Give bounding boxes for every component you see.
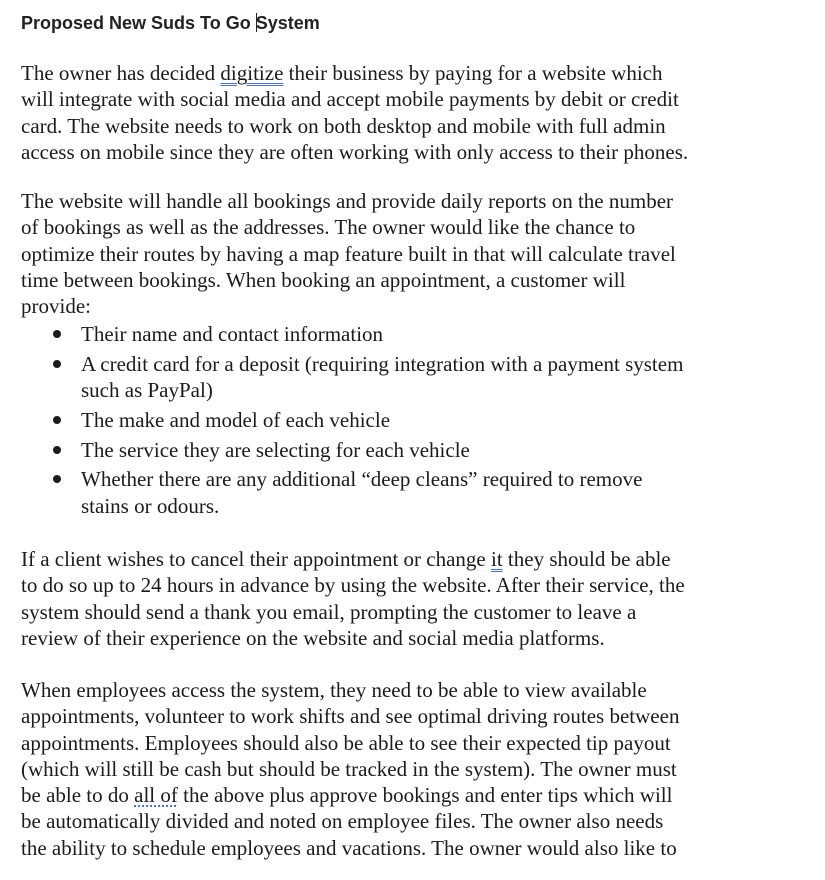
bullet-icon xyxy=(53,475,61,483)
paragraph-line: review of their experience on the website and social media platforms. xyxy=(21,625,605,650)
grammar-flag[interactable]: it xyxy=(491,547,503,571)
list-item: The service they are selecting for each vehicle xyxy=(0,437,683,463)
paragraph-line: card. The website needs to work on both desktop and mobile with full admin xyxy=(21,113,666,138)
paragraph-line: appointments. Employees should also be able to see their expected tip payout xyxy=(21,730,671,755)
paragraph-cancellation[interactable] xyxy=(21,546,685,651)
paragraph-line: The website will handle all bookings and provide daily reports on the number xyxy=(21,189,674,213)
paragraph-line: of bookings as well as the addresses. The owner would like the chance to xyxy=(21,215,636,240)
paragraph-line: appointments, volunteer to work shifts and see optimal driving routes between xyxy=(21,704,680,729)
bullet-icon xyxy=(53,416,61,424)
paragraph-bookings[interactable] xyxy=(21,188,676,319)
paragraph-line: the ability to schedule employees and vacations. The owner would also like to xyxy=(21,835,677,860)
bullet-icon xyxy=(53,330,61,338)
document-title[interactable] xyxy=(21,11,320,35)
paragraph-website-overview[interactable] xyxy=(21,60,688,165)
paragraph-line: optimize their routes by having a map feature built in that will calculate travel xyxy=(21,241,676,266)
paragraph-line: to do so up to 24 hours in advance by using the website. After their service, the xyxy=(21,573,685,598)
title-text-after-caret: System xyxy=(255,13,320,33)
bullet-icon xyxy=(53,360,61,368)
title-text-before-caret: Proposed New Suds To Go xyxy=(21,13,256,33)
paragraph-line: access on mobile since they are often working with only access to their phones. xyxy=(21,139,689,164)
list-item: The make and model of each vehicle xyxy=(0,407,683,433)
paragraph-line: The owner has decided digitize their business by paying for a website which xyxy=(21,61,663,85)
bullet-icon xyxy=(53,446,61,454)
paragraph-line: system should send a thank you email, prompting the customer to leave a xyxy=(21,599,637,624)
paragraph-line: time between bookings. When booking an appointment, a customer will xyxy=(21,267,626,292)
grammar-flag[interactable]: digitize xyxy=(220,61,284,85)
paragraph-line: be automatically divided and noted on employee files. The owner also needs xyxy=(21,809,664,834)
paragraph-line: (which will still be cash but should be tracked in the system). The owner must xyxy=(21,756,677,781)
booking-requirements-list[interactable] xyxy=(0,321,683,519)
grammar-flag[interactable]: all of xyxy=(134,783,178,808)
paragraph-line: If a client wishes to cancel their appointment or change it they should be able xyxy=(21,547,671,571)
paragraph-line: When employees access the system, they need to be able to view available xyxy=(21,678,647,702)
list-item: A credit card for a deposit (requiring integration with a payment system such as PayPal) xyxy=(0,351,683,404)
list-item: Whether there are any additional “deep cleans” required to remove stains or odours. xyxy=(0,466,683,519)
paragraph-line: provide: xyxy=(21,294,91,319)
list-item: Their name and contact information xyxy=(0,321,683,347)
paragraph-line: be able to do all of the above plus approve bookings and enter tips which will xyxy=(21,783,673,808)
paragraph-line: will integrate with social media and accept mobile payments by debit or credit xyxy=(21,87,679,112)
paragraph-employees[interactable] xyxy=(21,677,679,861)
